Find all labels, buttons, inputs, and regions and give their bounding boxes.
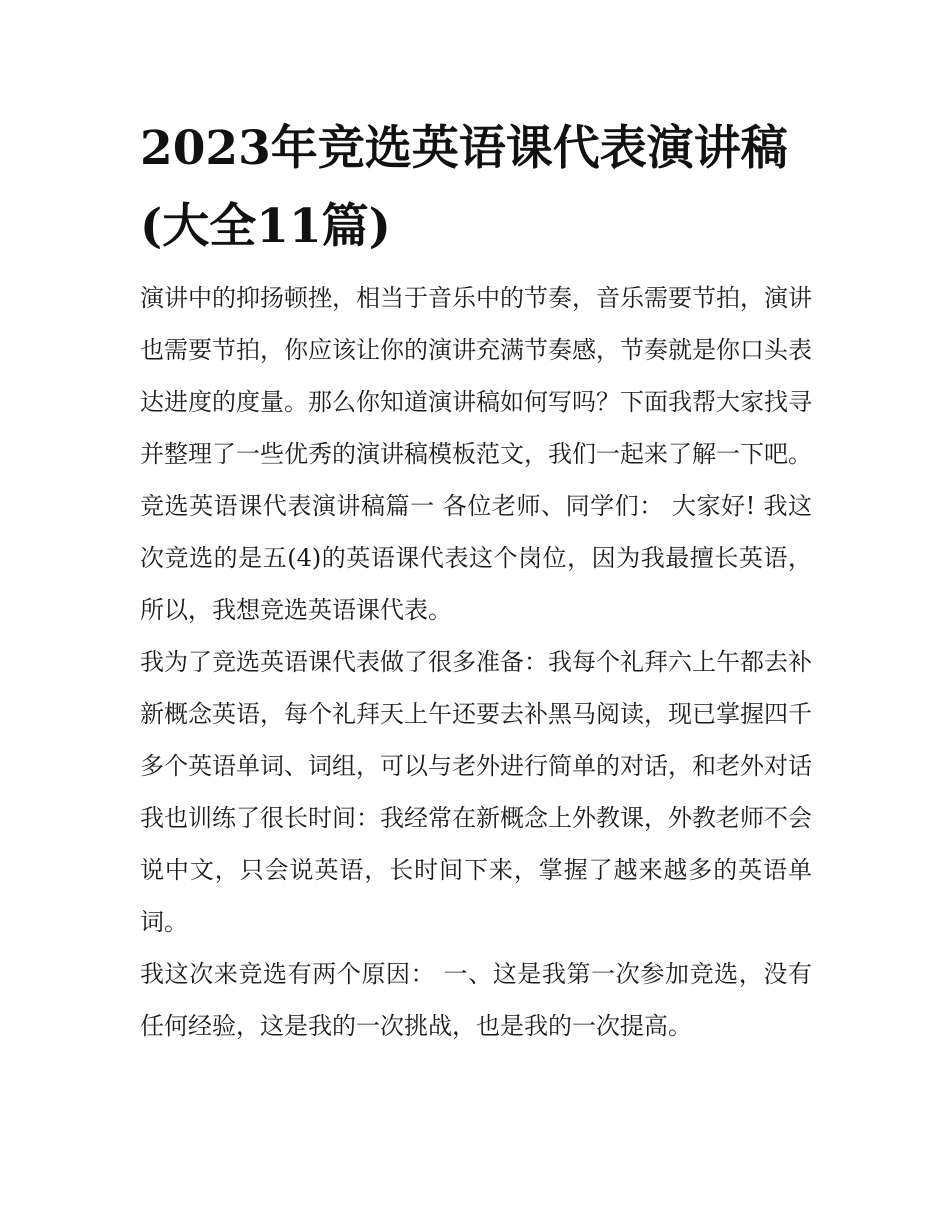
speech-opening-paragraph: 竞选英语课代表演讲稿篇一 各位老师、同学们： 大家好! 我这次竞选的是五(4)的英语课代表这个岗位，因为我最擅长英语，所以，我想竞选英语课代表。 xyxy=(140,492,812,624)
document-title: 2023年竞选英语课代表演讲稿(大全11篇) xyxy=(140,121,788,254)
reasons-paragraph: 我这次来竞选有两个原因： 一、这是我第一次参加竞选，没有任何经验，这是我的一次挑战，也是我的一次提高。 xyxy=(140,960,812,1040)
intro-paragraph: 演讲中的抑扬顿挫，相当于音乐中的节奏，音乐需要节拍，演讲也需要节拍，你应该让你的演讲充满节奏感，节奏就是你口头表达进度的度量。那么你知道演讲稿如何写吗？下面我帮大家找寻并整理了一些优秀的演讲稿模板范文，我们一起来了解一下吧。 xyxy=(140,284,812,468)
preparation-paragraph: 我为了竞选英语课代表做了很多准备：我每个礼拜六上午都去补新概念英语，每个礼拜天上午还要去补黑马阅读，现已掌握四千多个英语单词、词组，可以与老外进行简单的对话，和老外对话我也训练了很长时间：我经常在新概念上外教课，外教老师不会说中文，只会说英语，长时间下来，掌握了越来越多的英语单词。 xyxy=(140,648,812,936)
document-body xyxy=(140,110,812,1052)
